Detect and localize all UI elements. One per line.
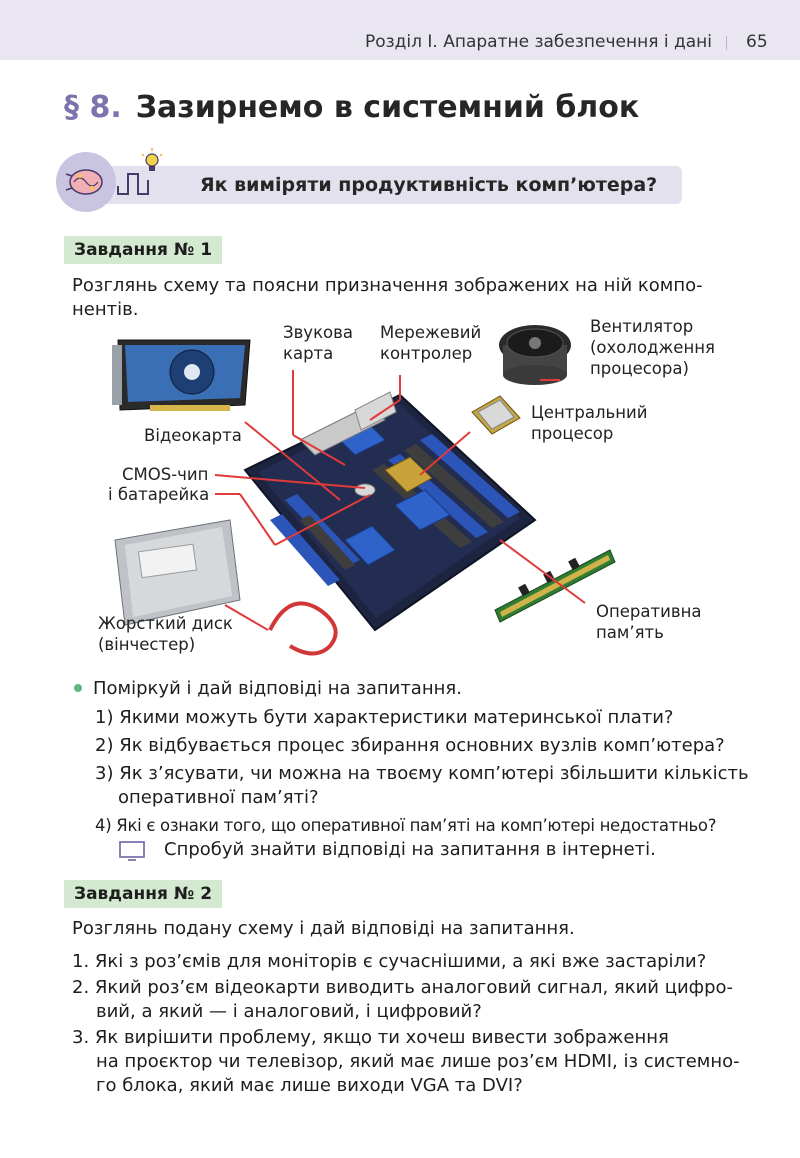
- chapter-title: Розділ І. Апаратне забезпечення і дані: [364, 32, 712, 52]
- task2-item-3: 3. Як вирішити проблему, якщо ти хочеш вивести зображення: [72, 1027, 669, 1048]
- question-bar-text: Як виміряти продуктивність комп’ютера?: [200, 174, 658, 196]
- graphics-card-image: [112, 340, 250, 411]
- label-net-2: контролер: [380, 344, 473, 363]
- label-ram-2: пам’ять: [596, 623, 664, 642]
- task2-item-2-cont: вий, а який — і аналоговий, і цифровий?: [96, 1001, 482, 1022]
- cpu-fan-image: [499, 325, 571, 385]
- page-number: 65: [746, 32, 768, 52]
- hard-disk-image: [115, 520, 240, 625]
- label-cmos-2: і батарейка: [108, 485, 210, 504]
- label-fan-1: Вентилятор: [590, 317, 694, 336]
- task2-item-3-cont2: го блока, який має лише виходи VGA та DVI?: [96, 1075, 523, 1096]
- label-fan-2: (охолодження: [590, 338, 715, 357]
- task2-intro: Розглянь подану схему і дай відповіді на запитання.: [72, 918, 575, 939]
- question-1: 1) Якими можуть бути характеристики материнської плати?: [95, 707, 674, 728]
- question-3: 3) Як з’ясувати, чи можна на твоєму комп’ютері збільшити кількість: [95, 763, 749, 784]
- monitor-icon: [118, 840, 148, 862]
- task1-intro-line2: нентів.: [72, 299, 139, 320]
- section-number: § 8.: [64, 90, 122, 125]
- task2-item-1: 1. Які з роз’ємів для моніторів є сучаснішими, а які вже застаріли?: [72, 951, 707, 972]
- task2-label: Завдання № 2: [64, 880, 222, 908]
- internet-hint: Спробуй знайти відповіді на запитання в інтернеті.: [164, 839, 656, 860]
- label-sound-1: Звукова: [283, 323, 353, 342]
- label-sound-2: карта: [283, 344, 334, 363]
- task2-item-2: 2. Який роз’єм відеокарти виводить аналоговий сигнал, який цифро-: [72, 977, 733, 998]
- label-gpu: Відеокарта: [144, 426, 242, 445]
- label-cmos-1: CMOS-чип: [122, 465, 209, 484]
- label-net-1: Мережевий: [380, 323, 482, 342]
- label-ram-1: Оперативна: [596, 602, 702, 621]
- cpu-chip-image: [472, 396, 520, 434]
- question-3-cont: оперативної пам’яті?: [118, 787, 319, 808]
- label-hdd-2: (вінчестер): [98, 635, 196, 654]
- label-fan-3: процесора): [590, 359, 689, 378]
- label-cpu-2: процесор: [531, 424, 614, 443]
- task1-intro-line1: Розглянь схему та поясни призначення зображених на ній компо-: [72, 275, 703, 296]
- label-cpu-1: Центральний: [531, 403, 648, 422]
- question-4: 4) Які є ознаки того, що оперативної пам’яті на комп’ютері недостатньо?: [95, 816, 717, 835]
- task2-item-3-cont1: на проєктор чи телевізор, який має лише роз’єм HDMI, із системно-: [96, 1051, 740, 1072]
- task1-label: Завдання № 1: [64, 236, 222, 264]
- label-hdd-1: Жорсткий диск: [98, 614, 233, 633]
- section-title: Зазирнемо в системний блок: [135, 90, 640, 125]
- bullet-text: Поміркуй і дай відповіді на запитання.: [93, 678, 462, 699]
- bullet-dot: [74, 684, 82, 692]
- question-2: 2) Як відбувається процес збирання основних вузлів комп’ютера?: [95, 735, 725, 756]
